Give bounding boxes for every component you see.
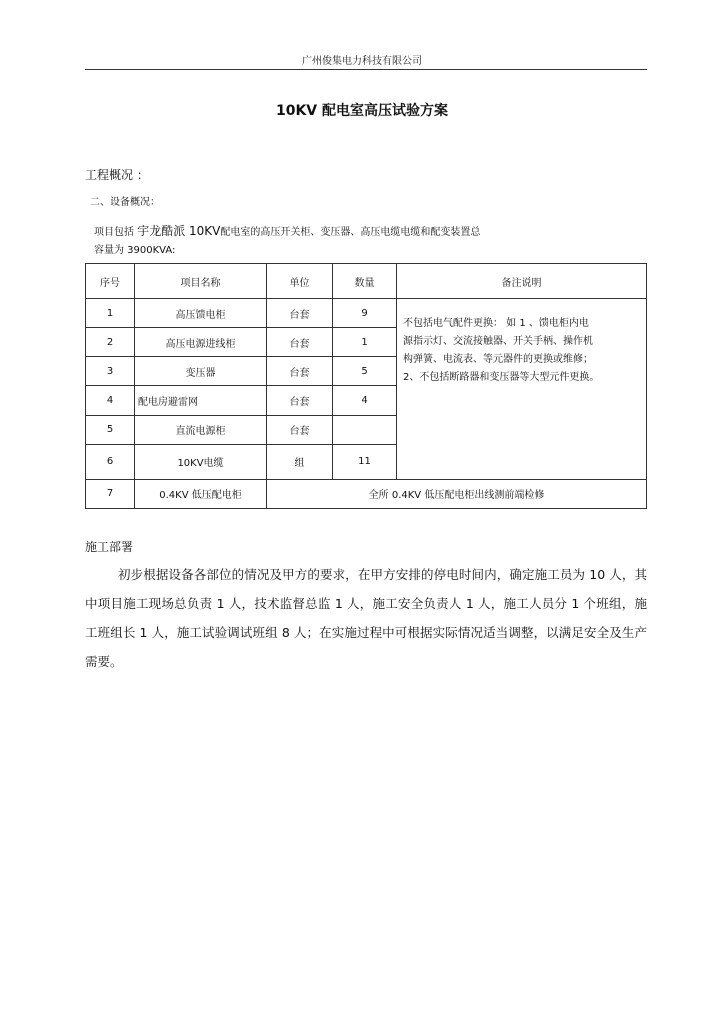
cell-unit: 台套 (267, 328, 333, 357)
table-header-row (86, 264, 647, 299)
cell-qty: 5 (333, 357, 397, 386)
section-equipment-overview: 二、设备概况： (90, 197, 160, 208)
cell-no: 6 (86, 444, 135, 479)
intro-capacity: 容量为 3900KVA: (94, 245, 176, 256)
note-line: 源指示灯、交流接触器、开关手柄、操作机 (403, 336, 593, 348)
cell-no: 1 (86, 299, 135, 328)
intro-line-1 (94, 222, 480, 239)
note-line: 2、不包括断路器和变压器等大型元件更换。 (403, 372, 600, 384)
header-cell-name: 项目名称 (135, 264, 267, 299)
header-rule (85, 69, 647, 70)
header-cell-no: 序号 (86, 264, 135, 299)
notes-cell (397, 299, 647, 480)
section-construction-plan: 施工部署 (85, 540, 134, 554)
cell-name: 直流电源柜 (135, 415, 267, 444)
cell-qty: 4 (333, 386, 397, 415)
cell-no: 4 (86, 386, 135, 415)
header-company: 广州俊集电力科技有限公司 (302, 56, 422, 67)
cell-unit: 台套 (267, 415, 333, 444)
cell-no: 5 (86, 415, 135, 444)
cell-name: 10KV电缆 (135, 444, 267, 479)
construction-paragraph: 初步根据设备各部位的情况及甲方的要求，在甲方安排的停电时间内，确定施工员为 10 人，其中项目施工现场总负责 1 人，技术监督总监 1 人，施工安全负责人 1 人，施工人员分 1 个班组，施工班组长 1 人，施工试验调试班组 8 人；在实施过程中可根据实际情况适当调整，以满足安全及生产需要。 (85, 567, 647, 669)
cell-name: 配电房避雷网 (135, 386, 267, 415)
section-project-overview: 工程概况 ： (85, 168, 149, 182)
cell-name: 0.4KV 低压配电柜 (135, 479, 267, 508)
document-title: 10KV 配电室高压试验方案 (275, 103, 449, 119)
cell-name: 高压馈电柜 (135, 299, 267, 328)
intro-prefix: 项目包括 (94, 227, 134, 238)
cell-description: 全所 0.4KV 低压配电柜出线测前端检修 (267, 479, 647, 508)
cell-unit: 台套 (267, 386, 333, 415)
cell-qty: 1 (333, 328, 397, 357)
cell-no: 7 (86, 479, 135, 508)
header-cell-qty: 数量 (333, 264, 397, 299)
intro-project: 宇龙酷派 10KV (137, 224, 221, 238)
cell-qty: 11 (333, 444, 397, 479)
cell-no: 2 (86, 328, 135, 357)
table-row (86, 299, 647, 328)
note-line: 构弹簧、电流表、等元器件的更换或维修； (403, 354, 593, 366)
equipment-table (85, 263, 647, 509)
cell-name: 变压器 (135, 357, 267, 386)
cell-unit: 台套 (267, 357, 333, 386)
header-cell-notes: 备注说明 (397, 264, 647, 299)
cell-unit: 台套 (267, 299, 333, 328)
cell-name: 高压电源进线柜 (135, 328, 267, 357)
cell-unit: 组 (267, 444, 333, 479)
note-line: 不包括电气配件更换： 如 1 、馈电柜内电 (403, 318, 589, 330)
cell-no: 3 (86, 357, 135, 386)
table-row-summary (86, 479, 647, 508)
cell-qty: 9 (333, 299, 397, 328)
header-cell-unit: 单位 (267, 264, 333, 299)
cell-qty (333, 415, 397, 444)
intro-rest: 配电室的高压开关柜、变压器、高压电缆电缆和配变装置总 (220, 227, 481, 238)
